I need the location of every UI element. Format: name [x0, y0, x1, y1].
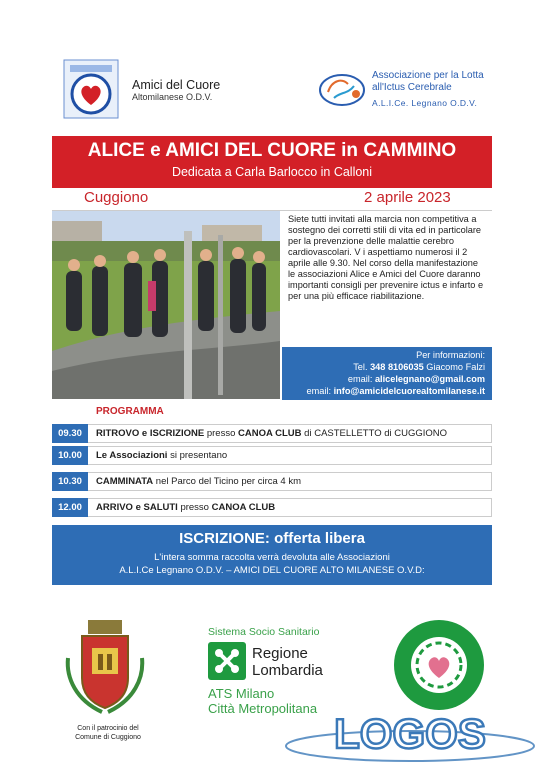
event-title: ALICE e AMICI DEL CUORE in CAMMINO [87, 140, 457, 161]
program-text-normal: presso [177, 502, 212, 513]
program-text-bold: CAMMINATA [96, 476, 154, 487]
org2-subtitle: A.L.I.Ce. Legnano O.D.V. [372, 98, 478, 108]
program-text-bold: ARRIVO e SALUTI [96, 502, 178, 513]
org1-subtitle: Altomilanese O.D.V. [132, 92, 213, 102]
program-text-bold: Le Associazioni [96, 450, 168, 461]
program-text [96, 498, 275, 517]
program-text-normal: si presentano [167, 450, 228, 461]
event-date: 2 aprile 2023 [364, 189, 451, 206]
program-text-bold2: CANOA CLUB [238, 428, 302, 439]
cuggiono-crest [62, 618, 148, 718]
email1-label: email: [347, 374, 373, 384]
org1-name: Amici del Cuore [132, 78, 221, 92]
gruppo-logo [392, 618, 486, 712]
program-text [96, 424, 447, 443]
alice-logo [318, 72, 368, 108]
patronage-line2: Comune di Cuggiono [75, 734, 141, 741]
org2-name-line1: Associazione per la Lotta [372, 70, 484, 81]
walkers-photo [52, 211, 280, 399]
program-time: 10.30 [52, 472, 88, 491]
email2-label: email: [306, 386, 332, 396]
lombardia-text: Lombardia [252, 662, 323, 679]
event-description: Siete tutti invitati alla marcia non competitiva a sostegno dei corretti stili di vita ed in particolare per la prevenzione delle malattie cerebro cardiovascolari. V i aspettiamo numerosi il 2 aprile alle 9.30. Nel corso della manifestazione le associazioni Alice e Amici del Cuore daranno importanti consigli per prevenire ictus e infarto e per una più efficace riabilitazione. [288, 214, 484, 301]
patronage-note [58, 724, 158, 742]
email2-link[interactable]: info@amicidelcuorealtomilanese.it [333, 386, 485, 396]
org2-name-line2: all'Ictus Cerebrale [372, 82, 452, 93]
program-text-normal: nel Parco del Ticino per circa 4 km [153, 476, 302, 487]
program-time: 10.00 [52, 446, 88, 465]
info-email2 [307, 386, 485, 396]
citta-metropolitana-text: Città Metropolitana [208, 701, 318, 716]
patronage-line1: Con il patrocinio del [77, 725, 139, 732]
regione-text: Regione [252, 645, 308, 662]
program-text [96, 446, 227, 465]
phone-number[interactable]: 348 8106035 [370, 362, 424, 372]
info-heading: Per informazioni: [416, 350, 485, 360]
logos-text: LOGOS [334, 710, 486, 757]
event-dedication: Dedicata a Carla Barlocco in Calloni [171, 165, 373, 179]
program-text-bold: RITROVO e ISCRIZIONE [96, 428, 205, 439]
registration-line1: L'intera somma raccolta verrà devoluta alle Associazioni [154, 552, 390, 563]
info-phone [353, 362, 485, 372]
registration-line2: A.L.I.Ce Legnano O.D.V. – AMICI DEL CUORE ALTO MILANESE O.V.D: [119, 565, 425, 576]
phone-label: Tel. [353, 362, 368, 372]
program-text-normal: presso [204, 428, 239, 439]
info-email1 [348, 374, 485, 384]
program-time: 09.30 [52, 424, 88, 443]
program-time: 12.00 [52, 498, 88, 517]
program-text-bold2: CANOA CLUB [211, 502, 276, 513]
amici-del-cuore-logo [62, 58, 120, 120]
program-heading: PROGRAMMA [96, 406, 164, 417]
program-text-normal2: di CASTELLETTO di CUGGIONO [301, 428, 448, 439]
sss-label: Sistema Socio Sanitario [208, 626, 320, 638]
event-place: Cuggiono [84, 189, 149, 206]
regione-lombardia-icon [208, 642, 246, 680]
org2-name [372, 70, 522, 94]
logos-watermark [282, 706, 537, 764]
ats-milano-text: ATS Milano [208, 686, 275, 701]
email1-link[interactable]: alicelegnano@gmail.com [374, 374, 485, 384]
program-text [96, 472, 301, 491]
phone-contact-name: Giacomo Falzi [426, 362, 485, 372]
registration-title: ISCRIZIONE: offerta libera [179, 530, 365, 547]
